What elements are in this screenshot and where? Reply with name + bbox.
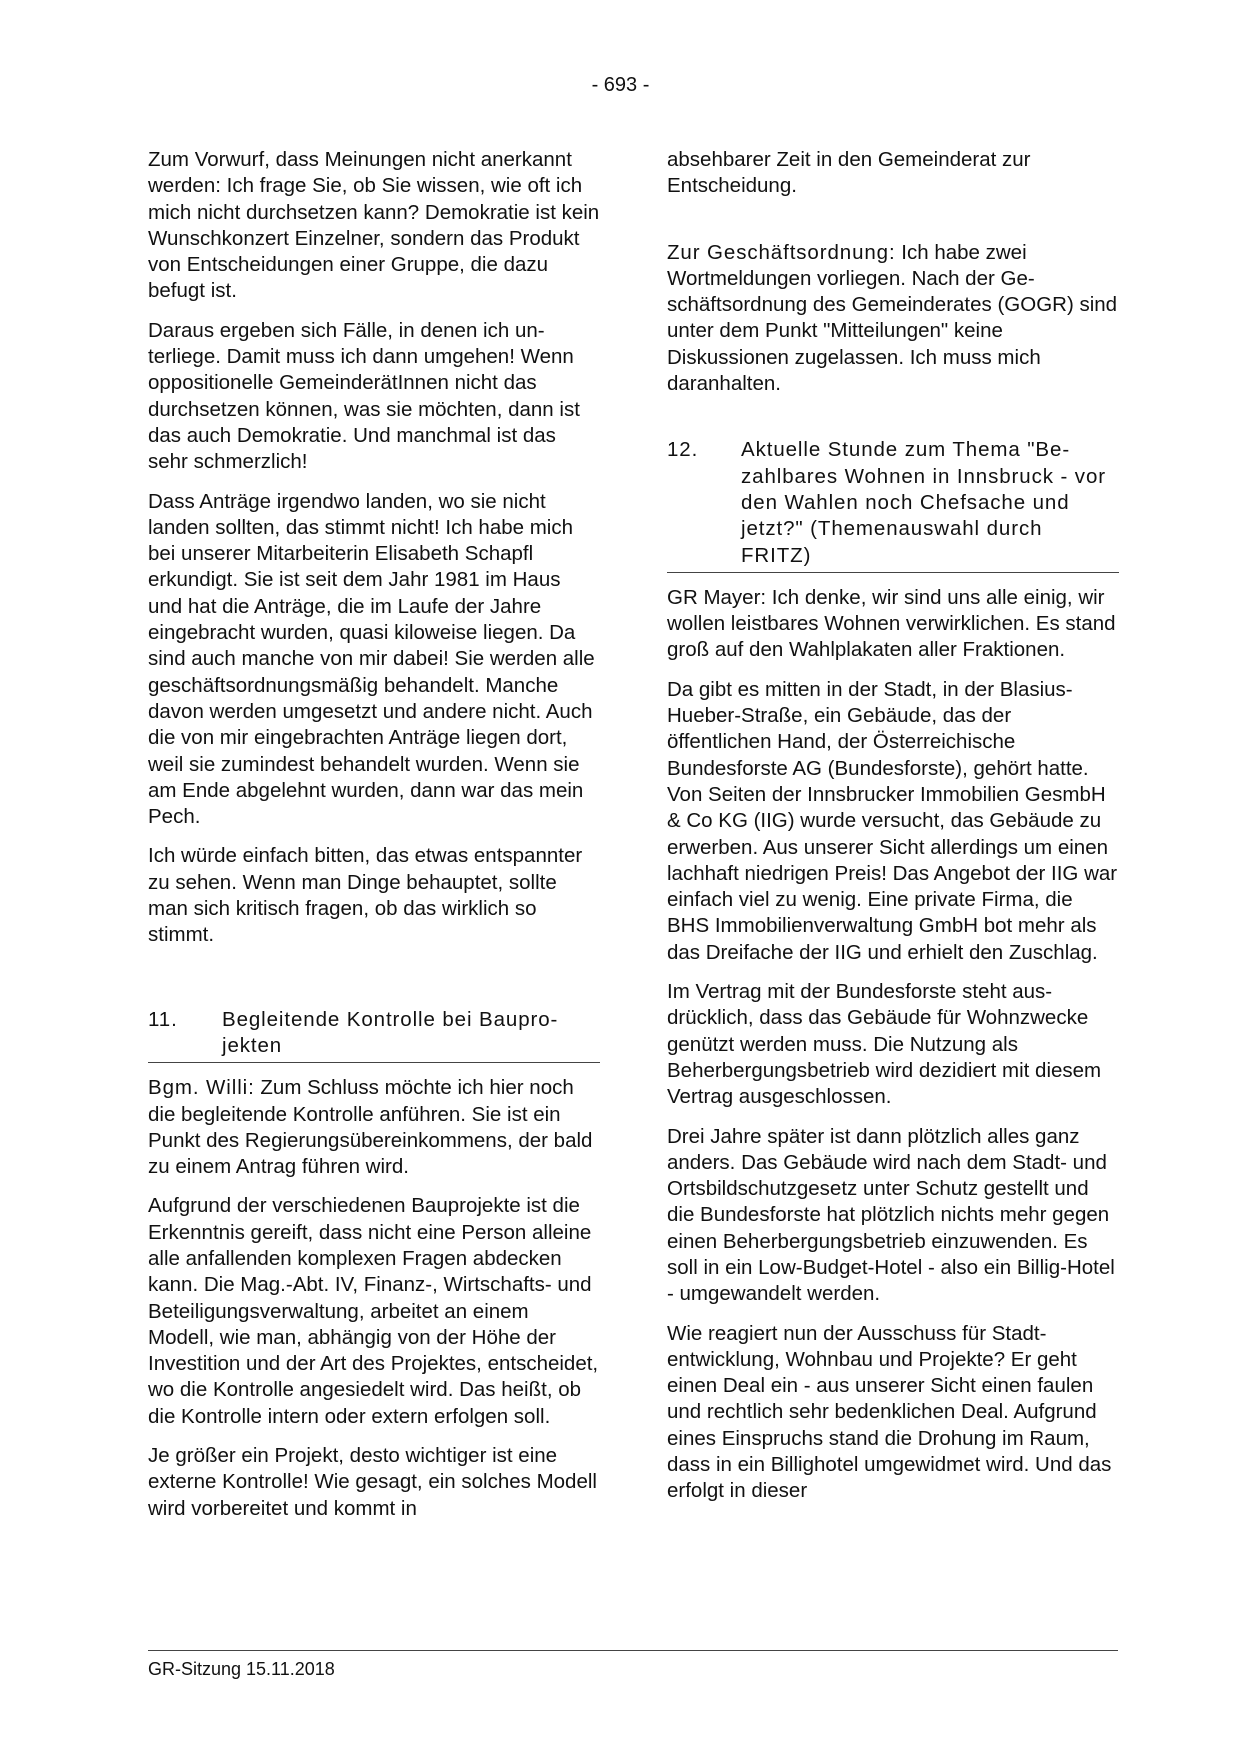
footer-text: GR-Sitzung 15.11.2018 xyxy=(148,1659,335,1679)
paragraph: Drei Jahre später ist dann plötzlich alles ganz anders. Das Gebäude wird nach dem Stadt- und Ortsbildschutzgesetz unter Schutz gestellt und die Bundesforste hat plötzlich nichts mehr gegen einen Beherbergungsbetrieb einzuwenden. Es soll in ein Low-Budget-Hotel - also ein Billig-Hotel - umgewandelt werden. xyxy=(667,1124,1115,1306)
paragraph: Dass Anträge irgendwo landen, wo sie nicht landen sollten, das stimmt nicht! Ich habe mich bei unserer Mitarbeiterin Elisabeth Schapfl erkundigt. Sie ist seit dem Jahr 1981 im Haus und hat die Anträge, die im Laufe der Jahre eingebracht wurden, quasi kiloweise liegen. Da sind auch manche von mir dabei! Sie werden alle geschäftsordnungsmäßig behandelt. Manche davon werden umgesetzt und andere nicht. Auch die von mir eingebrachten Anträge liegen dort, weil sie zumindest behandelt wurden. Wenn sie am Ende abgelehnt wurden, dann war das mein Pech. xyxy=(148,489,595,829)
paragraph: Aufgrund der verschiedenen Bauprojekte ist die Erkenntnis gereift, dass nicht eine Person alleine alle anfallenden komplexen Fragen abdecken kann. Die Mag.-Abt. IV, Finanz-, Wirtschafts- und Beteiligungsverwaltung, arbeitet an einem Modell, wie man, abhängig von der Höhe der Investition und der Art des Projektes, entscheidet, wo die Kontrolle angesiedelt wird. Das heißt, ob die Kontrolle intern oder extern erfolgen soll. xyxy=(148,1194,599,1428)
agenda-heading-12 xyxy=(667,437,1119,572)
agenda-heading-11 xyxy=(148,1007,600,1064)
agenda-number: 12. xyxy=(667,438,699,462)
paragraph: Wie reagiert nun der Ausschuss für Stadtentwicklung, Wohnbau und Projekte? Er geht einen Deal ein - aus unserer Sicht einen faulen und rechtlich sehr bedenklichen Deal. Aufgrund eines Einspruchs stand die Drohung im Raum, dass in ein Billighotel umgewidmet wird. Und das erfolgt in dieser xyxy=(667,1321,1112,1503)
paragraph: Zum Vorwurf, dass Meinungen nicht anerkannt werden: Ich frage Sie, ob Sie wissen, wie oft ich mich nicht durchsetzen kann? Demokratie ist kein Wunschkonzert Einzelner, sondern das Produkt von Entscheidungen einer Gruppe, die dazu befugt ist. xyxy=(148,148,600,303)
footer-rule xyxy=(148,1650,1118,1651)
paragraph: Daraus ergeben sich Fälle, in denen ich unterliege. Damit muss ich dann umgehen! Wenn oppositionelle GemeinderätInnen nicht das durchsetzen können, was sie möchten, dann ist das auch Demokratie. Und manchmal ist das sehr schmerzlich! xyxy=(148,318,580,474)
paragraph: GR Mayer: Ich denke, wir sind uns alle einig, wir wollen leistbares Wohnen verwirklichen. Es stand groß auf den Wahlplakaten aller Fraktionen. xyxy=(667,585,1116,662)
page-number: - 693 - xyxy=(591,74,650,96)
agenda-number: 11. xyxy=(148,1007,178,1031)
left-column xyxy=(148,147,600,1535)
paragraph: Ich würde einfach bitten, das etwas entspannter zu sehen. Wenn man Dinge behauptet, sollte man sich kritisch fragen, ob das wirklich so stimmt. xyxy=(148,844,583,947)
speaker-text: Zum Schluss möchte ich hier noch die begleitende Kontrolle anführen. Sie ist ein Punkt des Regierungsübereinkommens, der bald zu einem Antrag führen wird. xyxy=(148,1076,593,1179)
paragraph: Je größer ein Projekt, desto wichtiger ist eine externe Kontrolle! Wie gesagt, ein solches Modell wird vorbereitet und kommt in xyxy=(148,1444,597,1520)
speaker-paragraph xyxy=(148,1075,600,1180)
speaker-text: Ich habe zwei Wortmeldungen vorliegen. Nach der Geschäftsordnung des Gemeinderates (GOGR) sind unter dem Punkt "Mitteilungen" keine Diskussionen zugelassen. Ich muss mich daranhalten. xyxy=(667,240,1118,396)
agenda-title: Begleitende Kontrolle bei Bauprojekten xyxy=(222,1007,558,1057)
paragraph: absehbarer Zeit in den Gemeinderat zur Entscheidung. xyxy=(667,148,1031,198)
right-column xyxy=(667,147,1119,1518)
agenda-title: Aktuelle Stunde zum Thema "Bezahlbares Wohnen in Innsbruck - vor den Wahlen noch Chefsache und jetzt?" (Themenauswahl durch FRITZ) xyxy=(741,438,1106,567)
speaker-paragraph xyxy=(667,240,1119,398)
paragraph: Im Vertrag mit der Bundesforste steht ausdrücklich, dass das Gebäude für Wohnzwecke genützt werden muss. Die Nutzung als Beherbergungsbetrieb wird dezidiert mit diesem Vertrag ausgeschlossen. xyxy=(667,980,1102,1109)
speaker-name: Zur Geschäftsordnung: xyxy=(667,240,896,264)
speaker-name: Bgm. Willi: xyxy=(148,1076,255,1100)
paragraph: Da gibt es mitten in der Stadt, in der Blasius-Hueber-Straße, ein Gebäude, das der öffentlichen Hand, der Österreichische Bundesforste AG (Bundesforste), gehört hatte. Von Seiten der Innsbrucker Immobilien GesmbH & Co KG (IIG) wurde versucht, das Gebäude zu erwerben. Aus unserer Sicht allerdings um einen lachhaft niedrigen Preis! Das Angebot der IIG war einfach viel zu wenig. Eine private Firma, die BHS Immobilienverwaltung GmbH bot mehr als das Dreifache der IIG und erhielt den Zuschlag. xyxy=(667,677,1118,964)
